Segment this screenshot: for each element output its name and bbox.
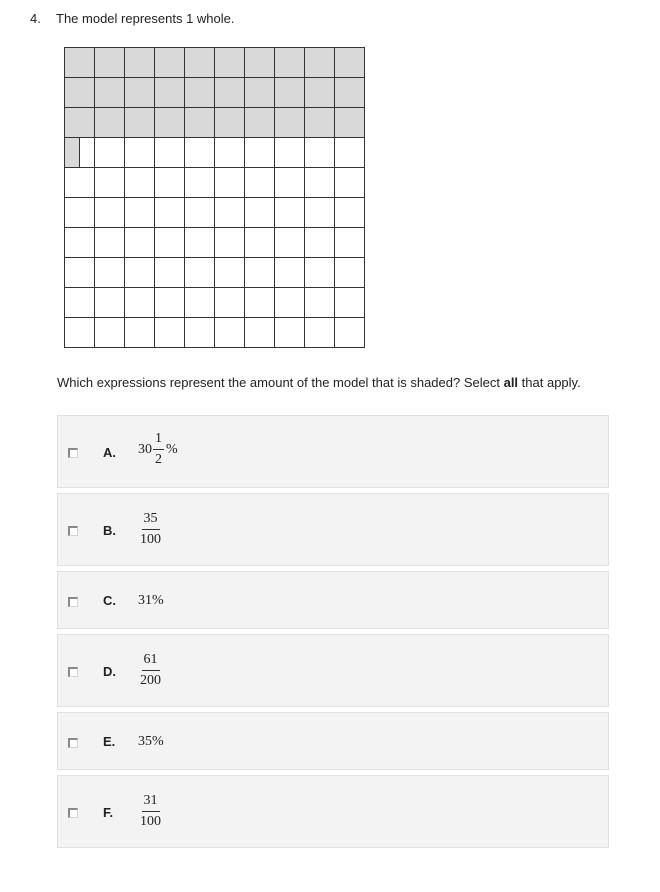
grid-cell-shaded [305,48,335,78]
checkbox-e[interactable] [68,738,78,748]
grid-cell [155,318,185,348]
grid-cell [155,138,185,168]
grid-cell [275,318,305,348]
grid-cell [245,198,275,228]
grid-cell-shaded [155,78,185,108]
choice-c-letter: C. [103,593,116,608]
choice-f-fraction [138,794,163,829]
choice-d-fraction [138,653,163,688]
choice-d-letter: D. [103,664,116,679]
grid-cell [215,198,245,228]
grid-cell [305,138,335,168]
grid-cell [275,138,305,168]
choice-b-letter: B. [103,523,116,538]
grid-cell-shaded [125,48,155,78]
grid-cell [335,198,365,228]
grid-cell [215,168,245,198]
grid-cell-shaded [65,48,95,78]
grid-cell [125,138,155,168]
prompt-bold: all [503,375,519,390]
grid-cell [215,318,245,348]
grid-cell [125,318,155,348]
grid-cell-shaded [95,78,125,108]
prompt-before: Which expressions represent the amount of the model that is shaded? Select [57,375,504,390]
grid-cell [65,318,95,348]
checkbox-b[interactable] [68,526,78,536]
choice-f-letter: F. [103,805,114,820]
grid-cell [305,198,335,228]
grid-cell [245,138,275,168]
grid-cell-shaded [335,48,365,78]
grid-cell [155,198,185,228]
grid-cell-shaded [245,48,275,78]
grid-cell [65,258,95,288]
choice-b-expression [138,512,163,547]
grid-cell-shaded [185,78,215,108]
grid-cell-shaded [185,108,215,138]
checkbox-f[interactable] [68,808,78,818]
choice-c[interactable] [57,571,609,629]
checkbox-c[interactable] [68,597,78,607]
grid-cell [305,258,335,288]
choice-d-numerator: 61 [142,653,160,671]
choice-f-expression [138,794,163,829]
grid-cell-shaded [65,108,95,138]
grid-cell-shaded [155,48,185,78]
choice-b-denominator: 100 [140,532,161,547]
grid-cell [185,228,215,258]
grid-cell [335,258,365,288]
choice-a-fraction [153,432,164,467]
grid-cell [65,168,95,198]
grid-cell-shaded [215,48,245,78]
grid-cell-shaded [305,78,335,108]
grid-cell-shaded [245,78,275,108]
grid-half-cell-shaded [65,138,80,168]
question-text: The model represents 1 whole. [56,11,235,26]
grid-cell [305,168,335,198]
checkbox-d[interactable] [68,667,78,677]
choice-a-expression [138,432,178,467]
grid-cell [185,168,215,198]
grid-cell-shaded [95,48,125,78]
grid-cell-shaded [125,108,155,138]
grid-cell [275,198,305,228]
grid-cell-shaded [65,78,95,108]
grid-cell [335,228,365,258]
choice-b[interactable] [57,493,609,566]
choice-a-percent: % [166,441,178,457]
grid-cell [305,288,335,318]
choice-d-denominator: 200 [140,673,161,688]
choice-f[interactable] [57,775,609,848]
grid-cell [335,168,365,198]
grid-cell [155,228,185,258]
grid-cell-shaded [215,108,245,138]
grid-cell [125,228,155,258]
choice-b-numerator: 35 [142,512,160,530]
choice-a-denominator: 2 [155,452,162,467]
choice-c-expression: 31% [138,593,164,608]
grid-cell [215,288,245,318]
grid-cell [215,258,245,288]
checkbox-a[interactable] [68,448,78,458]
grid-cell [125,288,155,318]
grid-cell [245,228,275,258]
grid-cell [275,228,305,258]
choice-e[interactable] [57,712,609,770]
grid-cell-shaded [155,108,185,138]
grid-cell [65,198,95,228]
grid-cell [95,138,125,168]
grid-cell [275,168,305,198]
grid-cell [185,318,215,348]
grid-cell [185,198,215,228]
grid-cell [335,288,365,318]
grid-cell-shaded [305,108,335,138]
grid-cell [95,258,125,288]
question-header [30,11,234,26]
grid-cell [95,318,125,348]
grid-cell [185,138,215,168]
grid-cell-shaded [275,48,305,78]
prompt-after: that apply. [518,375,581,390]
grid-cell [275,258,305,288]
grid-cell [245,288,275,318]
grid-cell [245,258,275,288]
choice-a-whole: 30 [138,441,152,457]
grid-cell [245,318,275,348]
grid-cell [305,318,335,348]
grid-cell [125,198,155,228]
grid-cell-shaded [275,78,305,108]
grid-cell [185,288,215,318]
choice-d-expression [138,653,163,688]
choice-a-letter: A. [103,445,116,460]
grid-cell [155,168,185,198]
grid-cell [125,168,155,198]
grid-cell-shaded [335,108,365,138]
choice-a-numerator: 1 [153,432,164,450]
grid-cell-shaded [185,48,215,78]
grid-cell-shaded [95,108,125,138]
grid-cell [335,138,365,168]
grid-cell [155,258,185,288]
grid-cell-shaded [215,78,245,108]
grid-cell-shaded [125,78,155,108]
choice-e-letter: E. [103,734,116,749]
prompt-text [57,375,581,390]
grid-cell [185,258,215,288]
grid-cell [155,288,185,318]
grid-cell [65,288,95,318]
grid-cell [275,288,305,318]
grid-cell [245,168,275,198]
grid-cell [125,258,155,288]
grid-cell [215,228,245,258]
hundred-grid-model [64,47,365,348]
grid-cell [95,228,125,258]
choice-b-fraction [138,512,163,547]
grid-cell [335,318,365,348]
grid-cell [305,228,335,258]
choice-f-numerator: 31 [142,794,160,812]
choice-a[interactable] [57,415,609,488]
grid-cell-shaded [275,108,305,138]
grid-cell [95,198,125,228]
choice-e-expression: 35% [138,734,164,749]
choice-f-denominator: 100 [140,814,161,829]
choice-d[interactable] [57,634,609,707]
grid-cell [95,288,125,318]
grid-cell [65,228,95,258]
grid-cell-shaded [335,78,365,108]
question-number: 4. [30,11,41,26]
grid-cell-shaded [245,108,275,138]
grid-cell [215,138,245,168]
grid-cell [95,168,125,198]
